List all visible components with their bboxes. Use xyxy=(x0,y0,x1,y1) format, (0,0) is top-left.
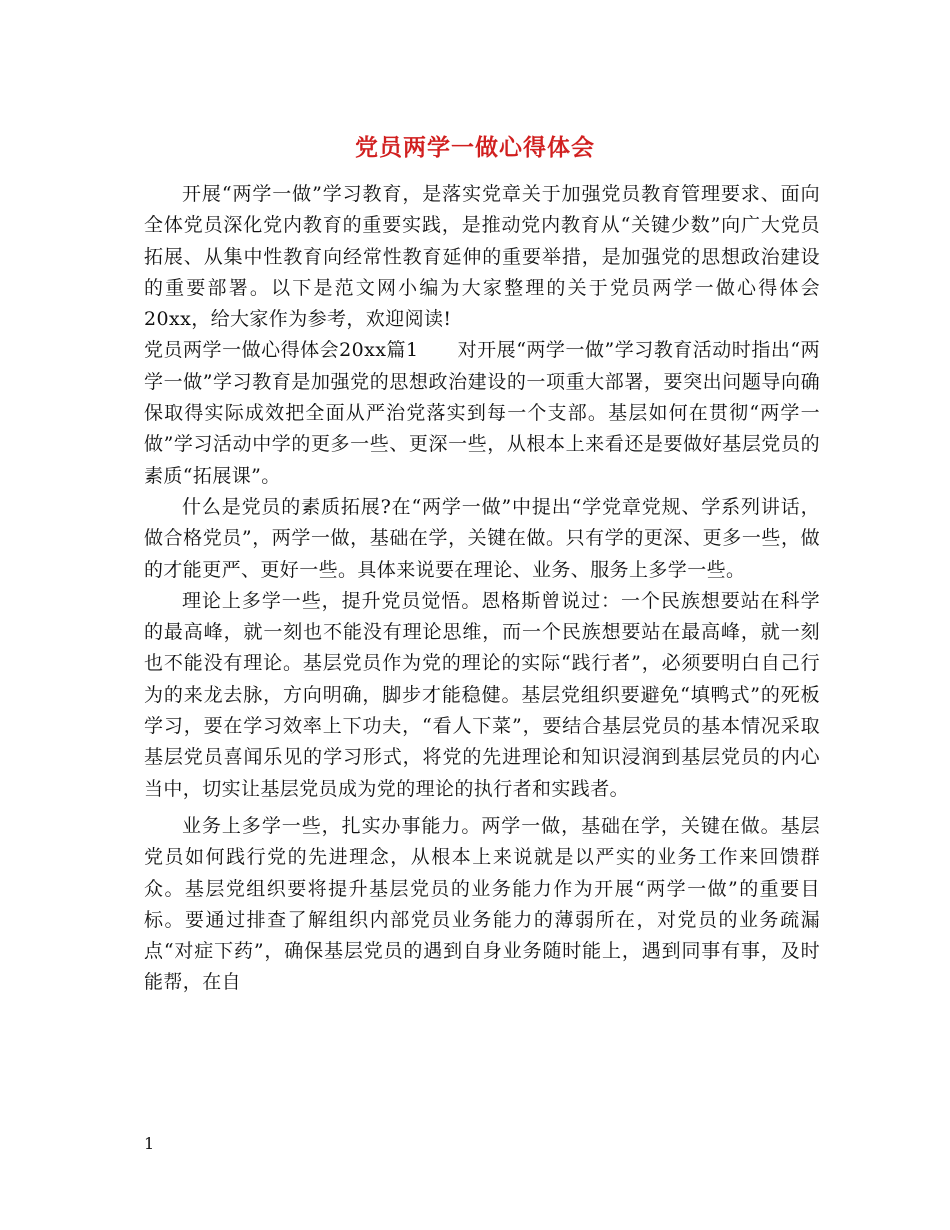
document-title: 党员两学一做心得体会 xyxy=(355,134,595,161)
page-number: 1 xyxy=(144,1134,155,1153)
paragraph-business: 业务上多学一些，扎实办事能力。两学一做，基础在学，关键在做。基层党员如何践行党的先进理念，从根本上来说就是以严实的业务工作来回馈群众。基层党组织要将提升基层党员的业务能力作为开展“两学一做”的重要目标。要通过排查了解组织内部党员业务能力的薄弱所在，对党员的业务疏漏点“对症下药”，确保基层党员的遇到自身业务随时能上，遇到同事有事，及时能帮，在自 xyxy=(144,814,820,994)
document-body xyxy=(144,179,820,999)
paragraph-intro: 开展“两学一做”学习教育，是落实党章关于加强党员教育管理要求、面向全体党员深化党内教育的重要实践，是推动党内教育从“关键少数”向广大党员拓展、从集中性教育向经常性教育延伸的重要举措，是加强党的思想政治建设的重要部署。以下是范文网小编为大家整理的关于党员两学一做心得体会20xx，给大家作为参考，欢迎阅读! xyxy=(144,183,820,331)
paragraph-what-is-expansion: 什么是党员的素质拓展?在“两学一做”中提出“学党章党规、学系列讲话，做合格党员”，两学一做，基础在学，关键在做。只有学的更深、更多一些，做的才能更严、更好一些。具体来说要在理论、业务、服务上多学一些。 xyxy=(144,495,820,581)
paragraph-theory: 理论上多学一些，提升党员觉悟。恩格斯曾说过：一个民族想要站在科学的最高峰，就一刻也不能没有理论思维，而一个民族想要站在最高峰，就一刻也不能没有理论。基层党员作为党的理论的实际“践行者”，必须要明白自己行为的来龙去脉，方向明确，脚步才能稳健。基层党组织要避免“填鸭式”的死板学习，要在学习效率上下功夫，“看人下菜”，要结合基层党员的基本情况采取基层党员喜闻乐见的学习形式，将党的先进理论和知识浸润到基层党员的内心当中，切实让基层党员成为党的理论的执行者和实践者。 xyxy=(144,589,820,800)
paragraph-section-heading: 党员两学一做心得体会20xx篇1 对开展“两学一做”学习教育活动时指出“两学一做”学习教育是加强党的思想政治建设的一项重大部署，要突出问题导向确保取得实际成效把全面从严治党落实到每一个支部。基层如何在贯彻“两学一做”学习活动中学的更多一些、更深一些，从根本上来看还是要做好基层党员的素质“拓展课”。 xyxy=(144,339,820,487)
